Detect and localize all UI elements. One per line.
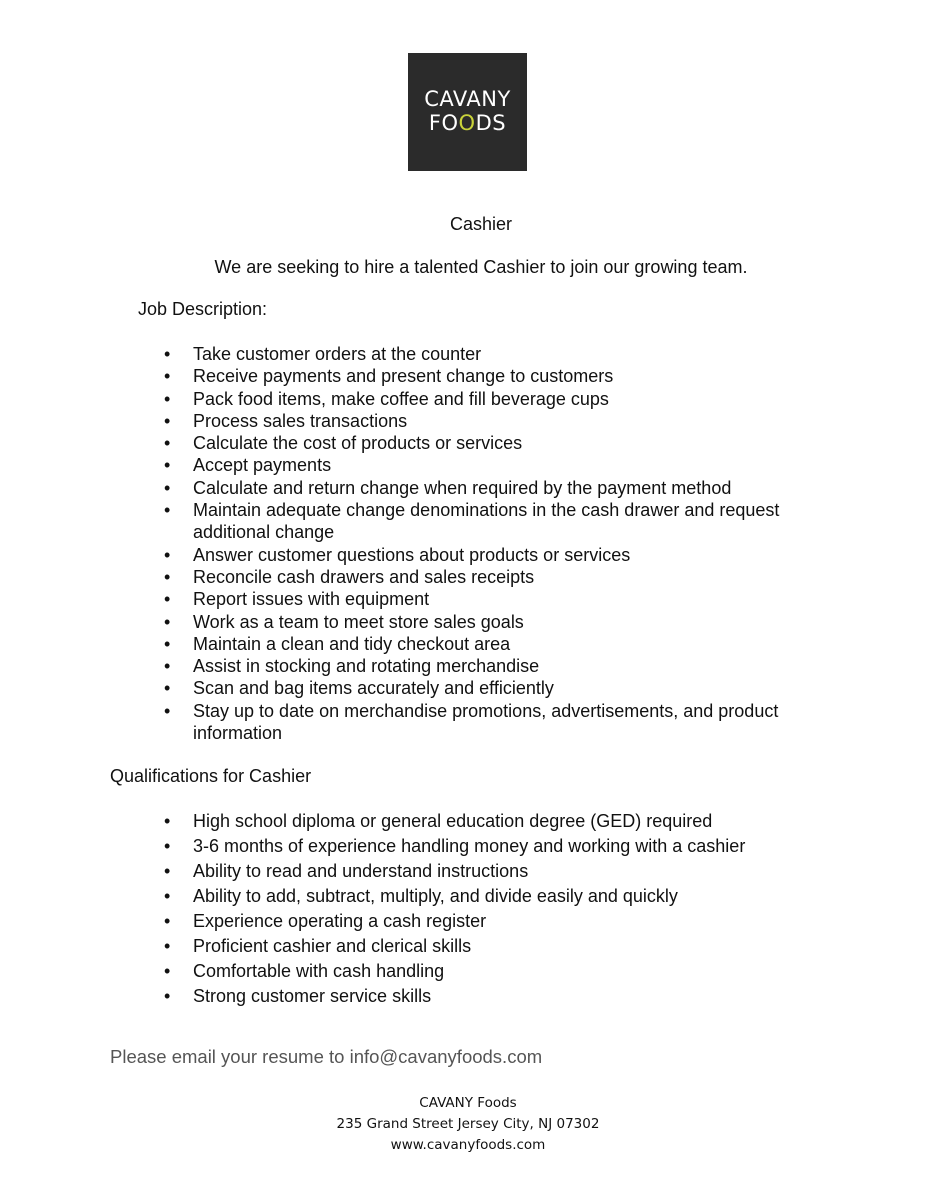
logo-text-ds: DS — [475, 111, 507, 135]
bullet-icon: • — [164, 544, 171, 565]
job-description-item — [164, 588, 833, 610]
bullet-icon: • — [164, 477, 171, 498]
job-description-item-text: Maintain a clean and tidy checkout area — [193, 633, 511, 654]
job-description-item — [164, 365, 833, 387]
bullet-icon: • — [164, 861, 171, 881]
job-description-item-text: Take customer orders at the counter — [193, 344, 482, 364]
qualification-item-text: 3-6 months of experience handling money and working with a cashier — [193, 836, 746, 856]
qualification-item — [164, 834, 833, 859]
bullet-icon: • — [164, 936, 171, 956]
email-instruction: Please email your resume to info@cavanyfoods.com — [110, 1046, 543, 1067]
qualifications-heading: Qualifications for Cashier — [110, 766, 312, 786]
qualification-item-text: Ability to read and understand instructions — [193, 861, 529, 881]
bullet-icon: • — [164, 700, 171, 721]
job-description-item — [164, 633, 833, 655]
bullet-icon: • — [164, 961, 171, 981]
qualification-item — [164, 909, 833, 934]
job-description-item — [164, 343, 833, 365]
qualification-item-text: Comfortable with cash handling — [193, 961, 445, 981]
bullet-icon: • — [164, 344, 171, 364]
job-description-item-text: Work as a team to meet store sales goals — [193, 611, 524, 632]
qualification-item — [164, 809, 833, 834]
qualification-item — [164, 859, 833, 884]
qualification-item — [164, 984, 833, 1009]
job-description-item-text: Receive payments and present change to customers — [193, 366, 614, 387]
qualification-item-text: Strong customer service skills — [193, 986, 432, 1006]
qualification-item — [164, 959, 833, 984]
job-description-item — [164, 544, 833, 566]
footer-website: www.cavanyfoods.com — [390, 1137, 546, 1153]
job-description-item-text: Maintain adequate change denominations in the cash drawer and request additional change — [193, 500, 780, 543]
qualifications-list — [164, 809, 833, 1009]
job-description-item — [164, 410, 833, 432]
bullet-icon: • — [164, 366, 171, 387]
job-description-item-text: Reconcile cash drawers and sales receipts — [193, 566, 535, 587]
job-description-item — [164, 454, 833, 476]
qualification-item-text: Proficient cashier and clerical skills — [193, 936, 472, 956]
job-description-item — [164, 388, 833, 410]
logo-text-line1: CAVANY — [424, 87, 511, 111]
job-description-item-text: Calculate the cost of products or services — [193, 433, 523, 454]
bullet-icon: • — [164, 911, 171, 931]
qualification-item-text: Experience operating a cash register — [193, 911, 487, 931]
bullet-icon: • — [164, 836, 171, 856]
job-description-item-text: Calculate and return change when required by the payment method — [193, 477, 732, 498]
footer-address: 235 Grand Street Jersey City, NJ 07302 — [336, 1116, 600, 1132]
qualification-item-text: Ability to add, subtract, multiply, and divide easily and quickly — [193, 886, 678, 906]
bullet-icon: • — [164, 455, 171, 476]
job-description-item-text: Report issues with equipment — [193, 589, 430, 610]
footer — [0, 1093, 936, 1156]
job-description-item — [164, 677, 833, 699]
logo-text-fo: FO — [428, 111, 459, 135]
logo-text-line2 — [408, 111, 527, 135]
logo-apple-o: O — [458, 111, 476, 135]
bullet-icon: • — [164, 500, 171, 521]
job-description-item-text: Assist in stocking and rotating merchandise — [193, 656, 540, 677]
qualification-item-text: High school diploma or general education degree (GED) required — [193, 811, 713, 831]
bullet-icon: • — [164, 656, 171, 677]
job-description-item — [164, 655, 833, 677]
job-description-item — [164, 566, 833, 588]
company-logo — [408, 53, 527, 171]
job-description-heading: Job Description: — [138, 299, 268, 319]
job-description-item — [164, 477, 833, 499]
bullet-icon: • — [164, 633, 171, 654]
qualification-item — [164, 884, 833, 909]
job-description-item-text: Stay up to date on merchandise promotions, advertisements, and product information — [193, 700, 779, 744]
bullet-icon: • — [164, 986, 171, 1006]
job-description-item-text: Process sales transactions — [193, 410, 408, 431]
job-description-item — [164, 432, 833, 454]
bullet-icon: • — [164, 811, 171, 831]
qualification-item — [164, 934, 833, 959]
job-description-list — [164, 343, 833, 744]
job-description-item — [164, 700, 833, 745]
bullet-icon: • — [164, 566, 171, 587]
bullet-icon: • — [164, 589, 171, 610]
job-description-item — [164, 611, 833, 633]
footer-company: CAVANY Foods — [419, 1095, 517, 1111]
job-description-item — [164, 499, 833, 544]
job-description-item-text: Pack food items, make coffee and fill beverage cups — [193, 388, 609, 409]
bullet-icon: • — [164, 611, 171, 632]
job-description-item-text: Scan and bag items accurately and efficiently — [193, 678, 554, 699]
job-title: Cashier — [449, 214, 513, 234]
job-description-item-text: Accept payments — [193, 455, 332, 476]
bullet-icon: • — [164, 388, 171, 409]
bullet-icon: • — [164, 433, 171, 454]
bullet-icon: • — [164, 886, 171, 906]
job-description-item-text: Answer customer questions about products or services — [193, 544, 631, 565]
bullet-icon: • — [164, 678, 171, 699]
bullet-icon: • — [164, 410, 171, 431]
intro-text: We are seeking to hire a talented Cashier to join our growing team. — [214, 257, 748, 277]
